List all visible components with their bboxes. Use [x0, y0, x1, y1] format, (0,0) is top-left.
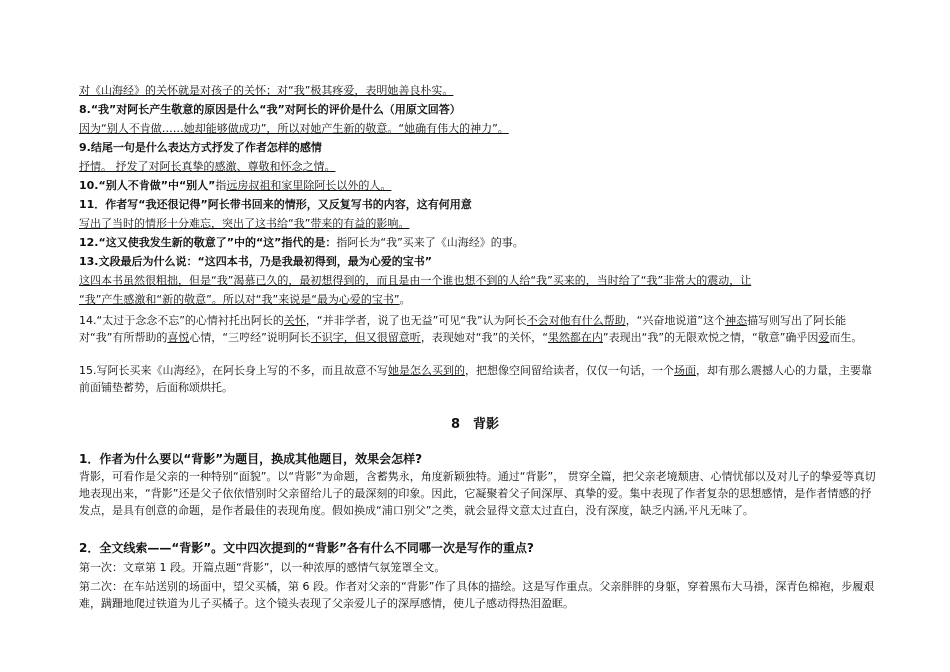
answer-14-keyword: 果然都在内: [547, 331, 603, 344]
answer-13-line-2: [79, 293, 879, 307]
answer-10-text: 远房叔祖和家里除阿长以外的人。: [226, 179, 392, 192]
answer-9-text: 抒情。 抒发了对阿长真挚的感激、尊敬和怀念之情。: [79, 160, 336, 173]
answer-14-keyword: 爱: [818, 331, 830, 344]
section8-question-2: 2．全文线索——“背影”。文中四次提到的“背影”各有什么不同哪一次是写作的重点?: [79, 541, 534, 555]
answer-9: [79, 160, 879, 174]
answer-14-keyword: 不会对他有什么帮助: [526, 314, 626, 327]
answer-15-part: 15.写阿长买来《山海经》，在阿长身上写的不多，而且故意不写: [79, 364, 388, 377]
answer-11: [79, 217, 879, 231]
answer-line-7: 对《山海经》的关怀就是对孩子的关怀；对“我”极其疼爱，表明她善良朴实。: [79, 84, 454, 97]
answer-13-period: 。: [399, 293, 411, 306]
section8-answer-1: 背影，可看作是父亲的一种特别“面貌”。以“背影”为命题，含蓄隽永，角度新颖独特。通过“背影”， 贯穿全篇，把父亲老境颓唐、心情忧郁以及对儿子的挚爱等真切地表现出来，“背影”还是父子依依惜别时父亲留给儿子的最深刻的印象。因此，它凝聚着父子间深厚、真挚的爱。集中表现了作者复杂的思想感情，是作者情感的抒发点，是具有创意的命题，是作者最佳的表现角度。假如换成“浦口别父”之类，就会显得文意太过直白，没有深度，缺乏内涵,平凡无味了。: [79, 470, 876, 517]
answer-15-part: ，却有那么震撼人心的力量，主要靠前面铺垫蓄势，后面称颂烘托。: [79, 364, 872, 394]
answer-8: [79, 122, 879, 136]
answer-14-part: ，表现她对“我”的关怀，“: [420, 331, 548, 344]
question-8: 8.“我”对阿长产生敬意的原因是什么“我”对阿长的评价是什么（用原文回答）: [79, 103, 461, 116]
section8-answer-2-line-2: 第二次：在车站送别的场面中，望父买橘，第 6 段。作者对父亲的“背影”作了具体的描绘。这是写作重点。父亲胖胖的身躯，穿着黑布大马褂，深青色棉袍，步履艰难，蹒跚地爬过铁道为儿子买橘子。这个镜头表现了父亲爱儿子的深厚感情，使儿子感动得热泪盈眶。: [79, 580, 875, 610]
section8-answer-2-line-1: 第一次：文章第 1 段。开篇点题“背影”，以一种浓厚的感情气氛笼罩全文。: [79, 561, 446, 574]
section8-question-1: 1．作者为什么要以“背影”为题目，换成其他题目，效果会怎样?: [79, 452, 423, 466]
answer-14-part: 而生。: [829, 331, 863, 344]
answer-15-keyword: 她是怎么买到的: [388, 364, 465, 377]
answer-15-part: ，把想像空间留给读者，仅仅一句话，一个: [465, 364, 674, 377]
answer-14-keyword: 喜悦: [167, 331, 190, 344]
answer-14-part: 心情，“三哼经”说明阿长: [189, 331, 311, 344]
answer-14: [79, 312, 879, 346]
answer-14-keyword: 神态: [725, 314, 748, 327]
answer-12-text: 指阿长为“我”买来了《山海经》的事。: [336, 236, 524, 249]
question-11: 11．作者写“我还很记得”阿长带书回来的情形，又反复写书的内容，这有何用意: [79, 198, 472, 211]
answer-14-part: ”表现出“我”的无限欢悦之情，“敬意”确乎因: [602, 331, 819, 344]
question-12-text: 12.“这又使我发生新的敬意了”中的“这”指代的是：: [79, 236, 337, 249]
answer-14-part: 描写则写出了阿长能对“我”有所帮助的: [79, 314, 847, 344]
answer-11-text: 写出了当时的情形十分难忘，突出了这书给“我”带来的有益的影响。: [79, 217, 410, 230]
answer-13-line-1: 这四本书虽然很粗拙，但是“我”渴慕已久的，最初想得到的，而且是由一个谁也想不到的人给“我”买来的，当时给了“我”非常大的震动，让: [79, 274, 752, 287]
answer-15-keyword: 场面: [674, 364, 696, 377]
answer-14-keyword: 关怀: [283, 314, 306, 327]
answer-14-part: ，“并非学者，说了也无益”可见“我”认为阿长: [305, 314, 527, 327]
answer-14-keyword: 不识字，但又很留意听: [310, 331, 421, 344]
question-10-text: 10.“别人不肯做”中“别人”: [79, 179, 216, 192]
answer-14-part: ，“兴奋地说道”这个: [625, 314, 726, 327]
answer-8-text: 因为“别人不肯做……她却能够做成功”，所以对她产生新的敬意。“她确有伟大的神力”。: [79, 122, 509, 135]
question-12: [79, 236, 879, 250]
question-13: 13.文段最后为什么说：“这四本书，乃是我最初得到，最为心爱的宝书”: [79, 255, 432, 268]
question-9: 9.结尾一句是什么表达方式抒发了作者怎样的感情: [79, 141, 322, 154]
answer-15: [79, 362, 879, 396]
question-10-verb: 指: [215, 179, 227, 192]
section-title: 8 背影: [450, 417, 500, 432]
answer-13-line-2-text: “我”产生感激和“新的敬意”。所以对“我”来说是“最为心爱的宝书”: [79, 293, 400, 306]
question-10: [79, 179, 879, 193]
answer-14-part: 14.“太过于念念不忘”的心情衬托出阿长的: [79, 314, 284, 327]
